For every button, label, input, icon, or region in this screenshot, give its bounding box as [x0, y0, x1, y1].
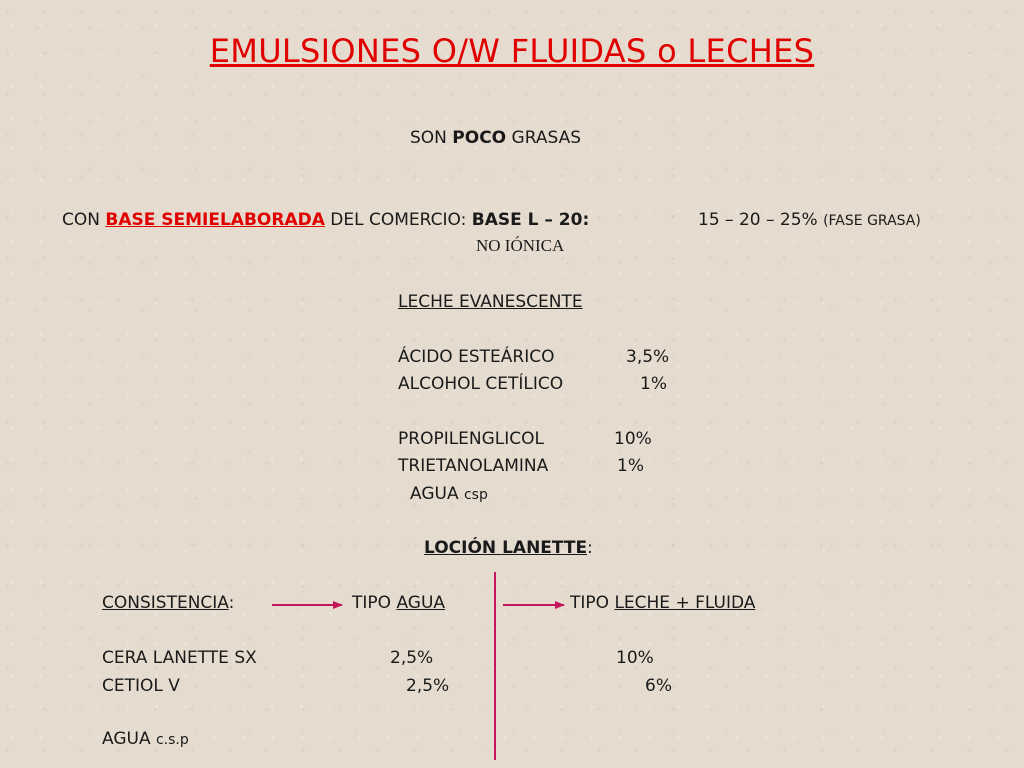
locion-row-name: CERA LANETTE SX [102, 648, 257, 668]
leche-row-name: ÁCIDO ESTEÁRICO [398, 347, 555, 367]
leche-row-value: 10% [614, 429, 652, 449]
line1-post: GRASAS [506, 128, 581, 148]
locion-agua: AGUA [102, 729, 151, 749]
leche-row-name: ALCOHOL CETÍLICO [398, 374, 564, 394]
consistencia-label: CONSISTENCIA [102, 593, 229, 613]
locion-row-v1: 2,5% [406, 676, 450, 696]
page-title: EMULSIONES O/W FLUIDAS o LECHES [209, 32, 815, 70]
leche-agua-note: csp [463, 487, 488, 503]
leche-row-value: 1% [617, 456, 644, 476]
line1-bold: POCO [452, 128, 507, 148]
base-semielaborada-text: BASE SEMIELABORADA [105, 210, 325, 230]
leche-evanescente-heading: LECHE EVANESCENTE [398, 292, 583, 312]
tipo2-pre: TIPO [570, 593, 615, 613]
locion-colon: : [587, 538, 593, 558]
line1-pre: SON [410, 128, 453, 148]
leche-row-name: TRIETANOLAMINA [398, 456, 549, 476]
leche-row-name: PROPILENGLICOL [398, 429, 545, 449]
locion-lanette-heading: LOCIÓN LANETTE [424, 538, 588, 558]
line2-mid: DEL COMERCIO: [324, 210, 472, 230]
locion-row-v1: 2,5% [390, 648, 434, 668]
tipo1-agua: AGUA [396, 593, 446, 613]
fase-grasa-note: (FASE GRASA) [823, 213, 921, 229]
line2-pre: CON [62, 210, 106, 230]
base-l20-text: BASE L – 20: [471, 210, 590, 230]
locion-row-name: CETIOL V [102, 676, 180, 696]
fase-grasa-pct: 15 – 20 – 25% [698, 210, 818, 230]
no-ionica-label: NO IÓNICA [476, 236, 565, 255]
locion-row-v2: 10% [616, 648, 654, 668]
tipo2-leche-fluida: LECHE + FLUIDA [614, 593, 756, 613]
leche-row-value: 3,5% [626, 347, 670, 367]
locion-agua-note: c.s.p [155, 732, 189, 748]
consistencia-colon: : [228, 593, 235, 613]
locion-row-v2: 6% [645, 676, 672, 696]
leche-agua: AGUA [410, 484, 459, 504]
leche-row-value: 1% [640, 374, 667, 394]
tipo1-pre: TIPO [352, 593, 397, 613]
